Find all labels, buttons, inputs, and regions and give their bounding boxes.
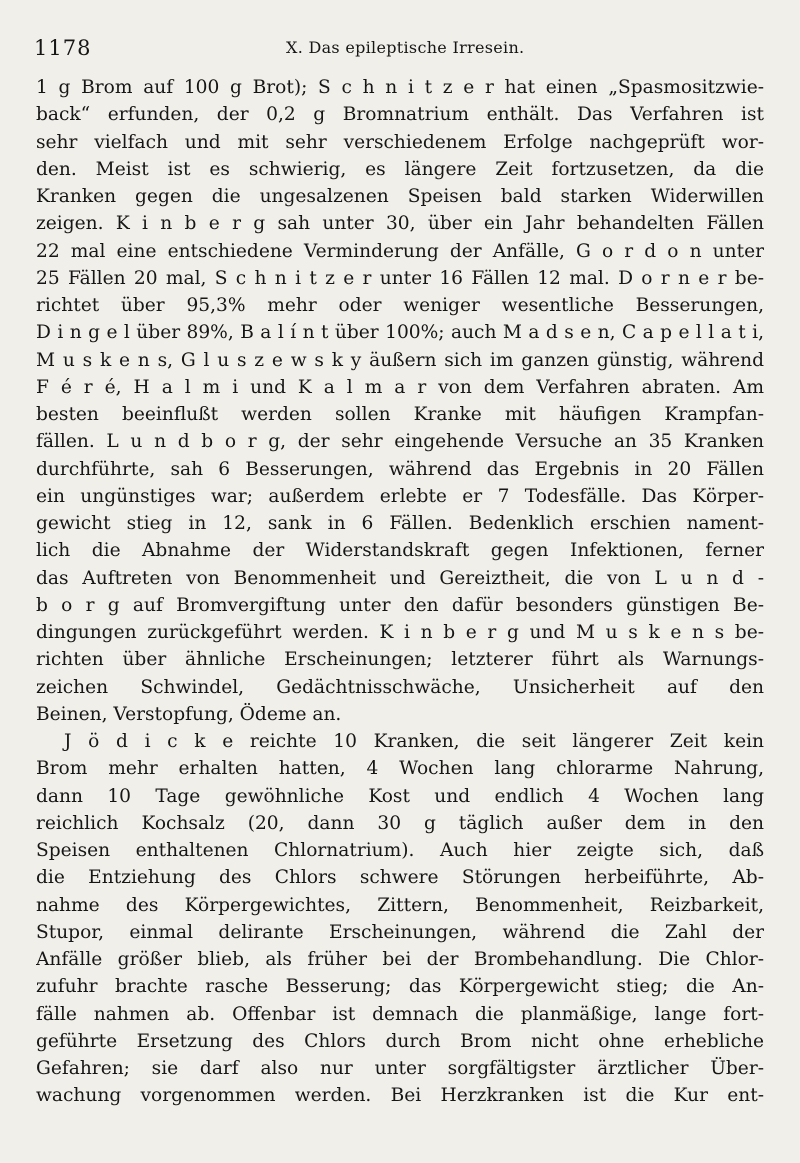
text-line: Anfälle größer blieb, als früher bei der Brombehandlung. Die Chlor-: [36, 949, 764, 970]
text-line: die Entziehung des Chlors schwere Störungen herbeiführte, Ab-: [36, 867, 764, 889]
text-line: back“ erfunden, der 0,2 g Bromnatrium enthält. Das Verfahren ist: [36, 104, 764, 126]
text-line: den. Meist ist es schwierig, es längere Zeit fortzusetzen, da die: [36, 158, 764, 180]
text-line: richtet über 95,3% mehr oder weniger wesentliche Besserungen,: [36, 295, 764, 316]
text-line: zufuhr brachte rasche Besserung; das Körpergewicht stieg; die An-: [36, 976, 764, 998]
text-line: fälle nahmen ab. Offenbar ist demnach die planmäßige, lange fort-: [36, 1003, 764, 1025]
paragraph-start-line: J ö d i c k e reichte 10 Kranken, die seit längerer Zeit kein: [64, 731, 764, 752]
text-line: fällen. L u n d b o r g, der sehr eingehende Versuche an 35 Kranken: [36, 431, 764, 453]
text-line: zeichen Schwindel, Gedächtnisschwäche, Unsicherheit auf den: [36, 676, 764, 698]
text-line: F é r é, H a l m i und K a l m a r von dem Verfahren abraten. Am: [36, 376, 764, 398]
text-line: dann 10 Tage gewöhnliche Kost und endlich 4 Wochen lang: [36, 785, 764, 807]
text-line: durchführte, sah 6 Besserungen, während das Ergebnis in 20 Fällen: [36, 458, 764, 480]
text-line: dingungen zurückgeführt werden. K i n b e r g und M u s k e n s be-: [36, 622, 764, 643]
text-line: Stupor, einmal delirante Erscheinungen, während die Zahl der: [36, 921, 764, 943]
text-line: 25 Fällen 20 mal, S c h n i t z e r unter 16 Fällen 12 mal. D o r n e r be-: [36, 267, 764, 289]
paragraph-end-line: Beinen, Verstopfung, Ödeme an.: [36, 703, 342, 725]
text-line: 22 mal eine entschiedene Verminderung der Anfälle, G o r d o n unter: [36, 240, 764, 262]
text-line: M u s k e n s, G l u s z e w s k y äußern sich im ganzen günstig, während: [36, 349, 764, 371]
text-line: 1 g Brom auf 100 g Brot); S c h n i t z e r hat einen „Spasmositzwie-: [36, 77, 764, 98]
text-line: richten über ähnliche Erscheinungen; letzterer führt als Warnungs-: [36, 649, 764, 671]
text-line: das Auftreten von Benommenheit und Gereiztheit, die von L u n d -: [36, 567, 764, 589]
text-line: lich die Abnahme der Widerstandskraft gegen Infektionen, ferner: [36, 540, 764, 562]
text-line: b o r g auf Bromvergiftung unter den dafür besonders günstigen Be-: [36, 594, 764, 616]
text-line: Gefahren; sie darf also nur unter sorgfältigster ärztlicher Über-: [36, 1058, 764, 1079]
text-line: Kranken gegen die ungesalzenen Speisen bald starken Widerwillen: [36, 186, 764, 207]
body-text: [36, 74, 764, 1110]
text-line: sehr vielfach und mit sehr verschiedenem Erfolge nachgeprüft wor-: [36, 131, 764, 153]
text-line: D i n g e l über 89%, B a l í n t über 100%; auch M a d s e n, C a p e l l a t i,: [36, 322, 764, 344]
text-line: Speisen enthaltenen Chlornatrium). Auch hier zeigte sich, daß: [36, 840, 764, 861]
text-line: zeigen. K i n b e r g sah unter 30, über ein Jahr behandelten Fällen: [36, 213, 764, 235]
text-line: geführte Ersetzung des Chlors durch Brom nicht ohne erhebliche: [36, 1030, 764, 1052]
text-line: reichlich Kochsalz (20, dann 30 g täglich außer dem in den: [36, 812, 764, 834]
text-line: besten beeinflußt werden sollen Kranke mit häufigen Krampfan-: [36, 404, 764, 425]
page-header: [34, 36, 764, 60]
text-line: Brom mehr erhalten hatten, 4 Wochen lang chlorarme Nahrung,: [36, 758, 764, 780]
text-line: gewicht stieg in 12, sank in 6 Fällen. Bedenklich erschien nament-: [36, 513, 764, 534]
text-line: nahme des Körpergewichtes, Zittern, Benommenheit, Reizbarkeit,: [36, 894, 764, 916]
text-line: wachung vorgenommen werden. Bei Herzkranken ist die Kur ent-: [36, 1085, 764, 1107]
page-number: 1178: [34, 36, 92, 60]
running-head: X. Das epileptische Irresein.: [286, 38, 525, 57]
text-line: ein ungünstiges war; außerdem erlebte er 7 Todesfälle. Das Körper-: [36, 485, 764, 507]
